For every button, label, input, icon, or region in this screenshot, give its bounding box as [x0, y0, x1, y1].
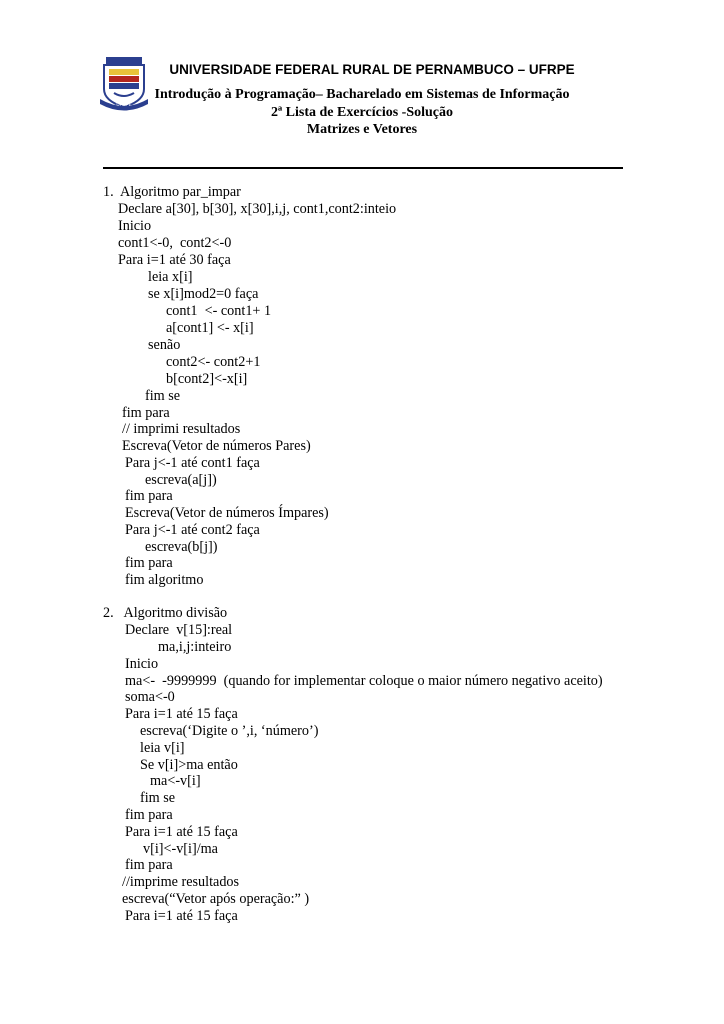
code-line: a[cont1] <- x[i] [166, 320, 254, 336]
topic-title: Matrizes e Vetores [306, 122, 418, 137]
code-line: cont1<-0, cont2<-0 [118, 235, 232, 251]
code-line: ma<- -9999999 (quando for implementar coloque o maior número negativo aceito) [125, 673, 603, 689]
code-line: b[cont2]<-x[i] [166, 371, 248, 387]
code-line: senão [148, 337, 181, 353]
code-line: fim se [140, 790, 176, 806]
code-line: Escreva(Vetor de números Ímpares) [125, 505, 329, 521]
code-line: Inicio [125, 656, 159, 672]
university-name: UNIVERSIDADE FEDERAL RURAL DE PERNAMBUCO – UFRPE [169, 62, 575, 77]
code-line: escreva(a[j]) [145, 472, 217, 488]
code-line: fim para [122, 405, 170, 421]
list-title: 2ª Lista de Exercícios -Solução [270, 105, 454, 120]
code-line: se x[i]mod2=0 faça [148, 286, 259, 302]
code-line: Para j<-1 até cont1 faça [125, 455, 260, 471]
code-line: //imprime resultados [122, 874, 240, 890]
code-line: Para i=1 até 15 faça [125, 706, 238, 722]
code-line: Declare v[15]:real [125, 622, 233, 638]
code-line: Se v[i]>ma então [140, 757, 238, 773]
code-line: escreva(b[j]) [145, 539, 218, 555]
code-line: escreva(‘Digite o ’,i, ‘número’) [140, 723, 319, 739]
code-line: 2. Algoritmo divisão [103, 605, 228, 621]
code-line: escreva(“Vetor após operação:” ) [122, 891, 310, 907]
code-line: Para j<-1 até cont2 faça [125, 522, 260, 538]
code-line: Escreva(Vetor de números Pares) [122, 438, 311, 454]
code-line: fim para [125, 555, 173, 571]
code-line: fim para [125, 857, 173, 873]
code-line: Declare a[30], b[30], x[30],i,j, cont1,cont2:inteio [118, 201, 397, 217]
code-line: fim para [125, 488, 173, 504]
code-line: // imprimi resultados [122, 421, 241, 437]
code-line: soma<-0 [125, 689, 175, 705]
code-line: fim para [125, 807, 173, 823]
code-line: Para i=1 até 15 faça [125, 824, 238, 840]
code-line: cont1 <- cont1+ 1 [166, 303, 272, 319]
code-line: ma<-v[i] [150, 773, 201, 789]
code-line: Para i=1 até 15 faça [125, 908, 238, 924]
code-line: fim algoritmo [125, 572, 204, 588]
code-line: Inicio [118, 218, 152, 234]
code-line: v[i]<-v[i]/ma [143, 841, 218, 857]
code-line: Para i=1 até 30 faça [118, 252, 231, 268]
code-line: 1. Algoritmo par_impar [103, 184, 241, 200]
code-line: cont2<- cont2+1 [166, 354, 261, 370]
course-title: Introdução à Programação– Bacharelado em Sistemas de Informação [154, 87, 570, 102]
logo-text: UFRPE [116, 102, 132, 107]
header-divider [103, 167, 623, 169]
code-line: leia v[i] [140, 740, 185, 756]
code-line: fim se [145, 388, 181, 404]
code-line: ma,i,j:inteiro [158, 639, 232, 655]
code-line: leia x[i] [148, 269, 193, 285]
document-header [0, 0, 724, 150]
